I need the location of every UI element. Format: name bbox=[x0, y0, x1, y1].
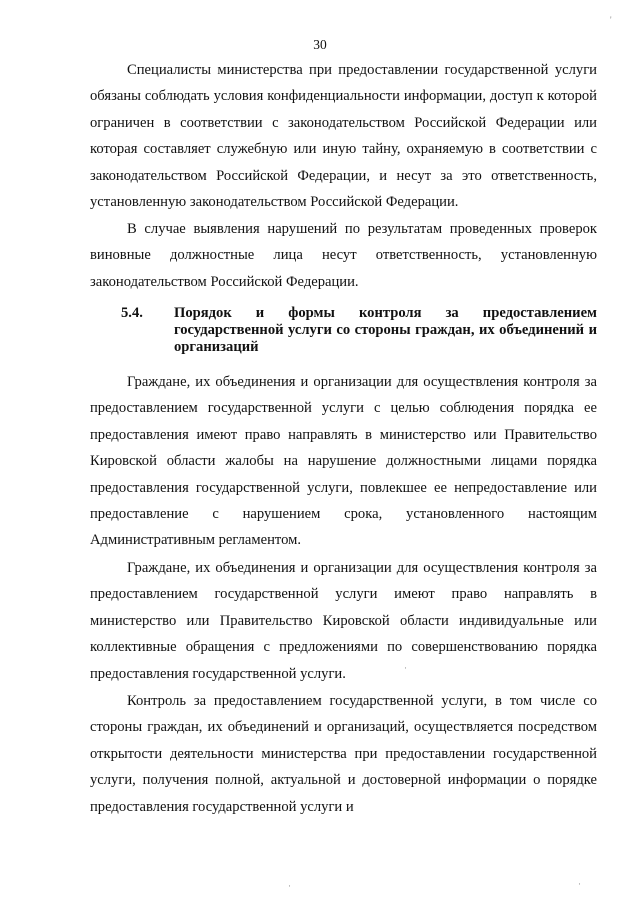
paragraph-text: Граждане, их объединения и организации для осуществления контроля за предоставлением государственной услуги с целью соблюдения порядка ее предоставления имеют право направлять в министерство или Правительство Кировской области жалобы на нарушение должностными лицами порядка предоставления государственной услуги, повлекшее ее непредоставление или предоставление с нарушением срока, установленного настоящим Административным регламентом. bbox=[90, 374, 597, 549]
section-title: Порядок и формы контроля за предоставлением государственной услуги со стороны граждан, их объединений и организаций bbox=[174, 305, 597, 355]
paragraph-text: В случае выявления нарушений по результатам проведенных проверок виновные должностные лица несут ответственность, установленную законодательством Российской Федерации. bbox=[90, 221, 597, 290]
scan-mark: ' bbox=[610, 15, 612, 25]
paragraph-text: Специалисты министерства при предоставлении государственной услуги обязаны соблюдать условия конфиденциальности информации, доступ к которой ограничен в соответствии с законодательством Российской Федерации или которая составляет служебную или иную тайну, охраняемую в соответствии с законодательством Российской Федерации, и несут за это ответственность, установленную законодательством Российской Федерации. bbox=[90, 62, 597, 211]
section-heading bbox=[121, 305, 597, 356]
scan-mark: · bbox=[404, 663, 407, 673]
paragraph-text: Контроль за предоставлением государственной услуги, в том числе со стороны граждан, их объединений и организаций, осуществляется посредством открытости деятельности министерства при предоставлении государственной услуги, получения полной, актуальной и достоверной информации о порядке предоставления государственной услуги и bbox=[90, 693, 597, 815]
scan-mark: · bbox=[578, 879, 581, 889]
paragraph-confidentiality bbox=[90, 57, 597, 215]
section-number: 5.4. bbox=[121, 305, 143, 321]
paragraph-complaints bbox=[90, 369, 597, 554]
scan-mark: · bbox=[288, 881, 291, 891]
page-number: 30 bbox=[313, 37, 327, 52]
paragraph-openness bbox=[90, 688, 597, 820]
paragraph-text: Граждане, их объединения и организации для осуществления контроля за предоставлением государственной услуги имеют право направлять в министерство или Правительство Кировской области индивидуальные или коллективные обращения с предложениями по совершенствованию порядка предоставления государственной услуги. bbox=[90, 560, 597, 682]
paragraph-proposals bbox=[90, 555, 597, 687]
paragraph-violations bbox=[90, 216, 597, 295]
